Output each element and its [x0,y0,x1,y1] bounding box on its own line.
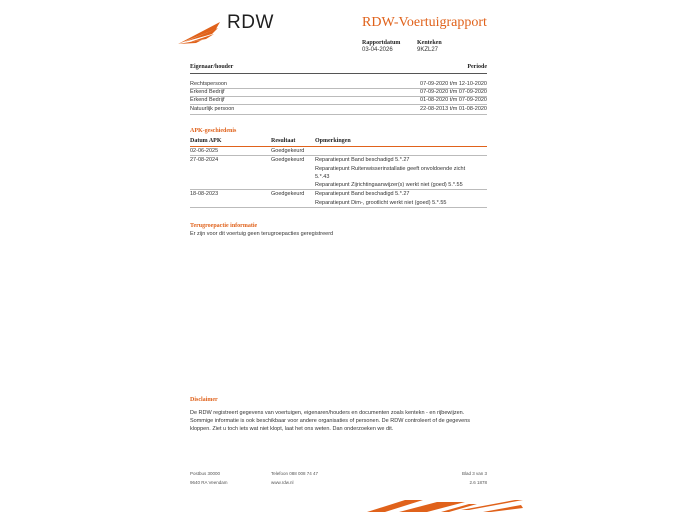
disclaimer-line: Sommige informatie is ook beschikbaar voor andere organisaties of personen. De RDW controleert of de gegevens [190,418,471,424]
row-divider [190,155,487,156]
plate-value: 9KZL27 [417,47,439,53]
owner-type: Natuurlijk persoon [190,106,235,112]
document-title: RDW-Voertuigrapport [362,15,487,30]
apk-remark: Reparatiepunt Dim-, grootlicht werkt niet (goed) 5.*.55 [315,200,447,206]
row-divider [190,189,487,190]
recalls-section-title: Terugroepactie informatie [190,223,258,229]
apk-remark: Reparatiepunt Band beschadigd 5.*.27 [315,157,410,163]
apk-remark: Reparatiepunt Zijrichtingaanwijzer(s) werkt niet (goed) 5.*.55 [315,182,463,188]
apk-header-rule [190,146,487,147]
apk-col-result: Resultaat [271,138,296,144]
table-row [190,106,487,114]
owner-period: 07-09-2020 t/m 07-09-2020 [420,89,487,95]
apk-result: Goedgekeurd [271,191,305,197]
apk-section-title: APK-geschiedenis [190,128,237,134]
apk-result: Goedgekeurd [271,148,305,154]
disclaimer-title: Disclaimer [190,397,218,403]
apk-date: 02-06-2025 [190,148,219,154]
rdw-logo-icon [176,20,222,46]
owners-col-owner: Eigenaar/houder [190,64,234,70]
owner-type: Erkend Bedrijf [190,89,225,95]
row-divider [190,104,487,105]
owners-col-period: Periode [467,64,487,70]
apk-result: Goedgekeurd [271,157,305,163]
disclaimer-line: De RDW registreert gegevens van voertuigen, eigenaren/houders en documenten zoals kentekn - en rijbewijzen. [190,410,465,416]
apk-remark: 5.*.43 [315,174,330,180]
owners-header-rule [190,73,487,74]
apk-date: 18-08-2023 [190,191,219,197]
apk-col-date: Datum APK [190,138,222,144]
row-divider [190,207,487,208]
footer-page-number: Blad 3 van 3 [461,471,487,476]
disclaimer-line: kloppen. Ziet u toch iets wat niet klopt, laat het ons weten. Dan onderzoeken we dit. [190,426,394,432]
owner-period: 07-09-2020 t/m 12-10-2020 [420,81,487,87]
owner-period: 22-08-2013 t/m 01-08-2020 [420,106,487,112]
recalls-text: Er zijn voor dit voertuig geen terugroepacties geregistreerd [190,231,334,237]
footer-postcode: 9640 RA Veendam [190,480,228,485]
apk-date: 27-08-2024 [190,157,219,163]
footer-postbus: Postbus 30000 [190,471,221,476]
owner-period: 01-08-2020 t/m 07-09-2020 [420,97,487,103]
footer-phone: Telefoon 088 008 74 47 [271,471,319,476]
brand-name: RDW [227,12,274,33]
apk-remark: Reparatiepunt Ruitenwisserinstallatie geeft onvoldoende zicht [315,166,466,172]
apk-col-remarks: Opmerkingen [315,138,351,144]
decorative-stripes-icon [365,498,525,514]
owner-type: Rechtspersoon [190,81,227,87]
plate-label: Kenteken [417,40,442,46]
report-date-label: Rapportdatum [362,40,401,46]
row-divider [190,114,487,115]
owner-type: Erkend Bedrijf [190,97,225,103]
footer-code: 2.6 1878 [469,480,487,485]
apk-remark: Reparatiepunt Band beschadigd 5.*.27 [315,191,410,197]
footer-website[interactable]: www.rdw.nl [271,480,294,485]
report-date-value: 03-04-2026 [362,47,393,53]
